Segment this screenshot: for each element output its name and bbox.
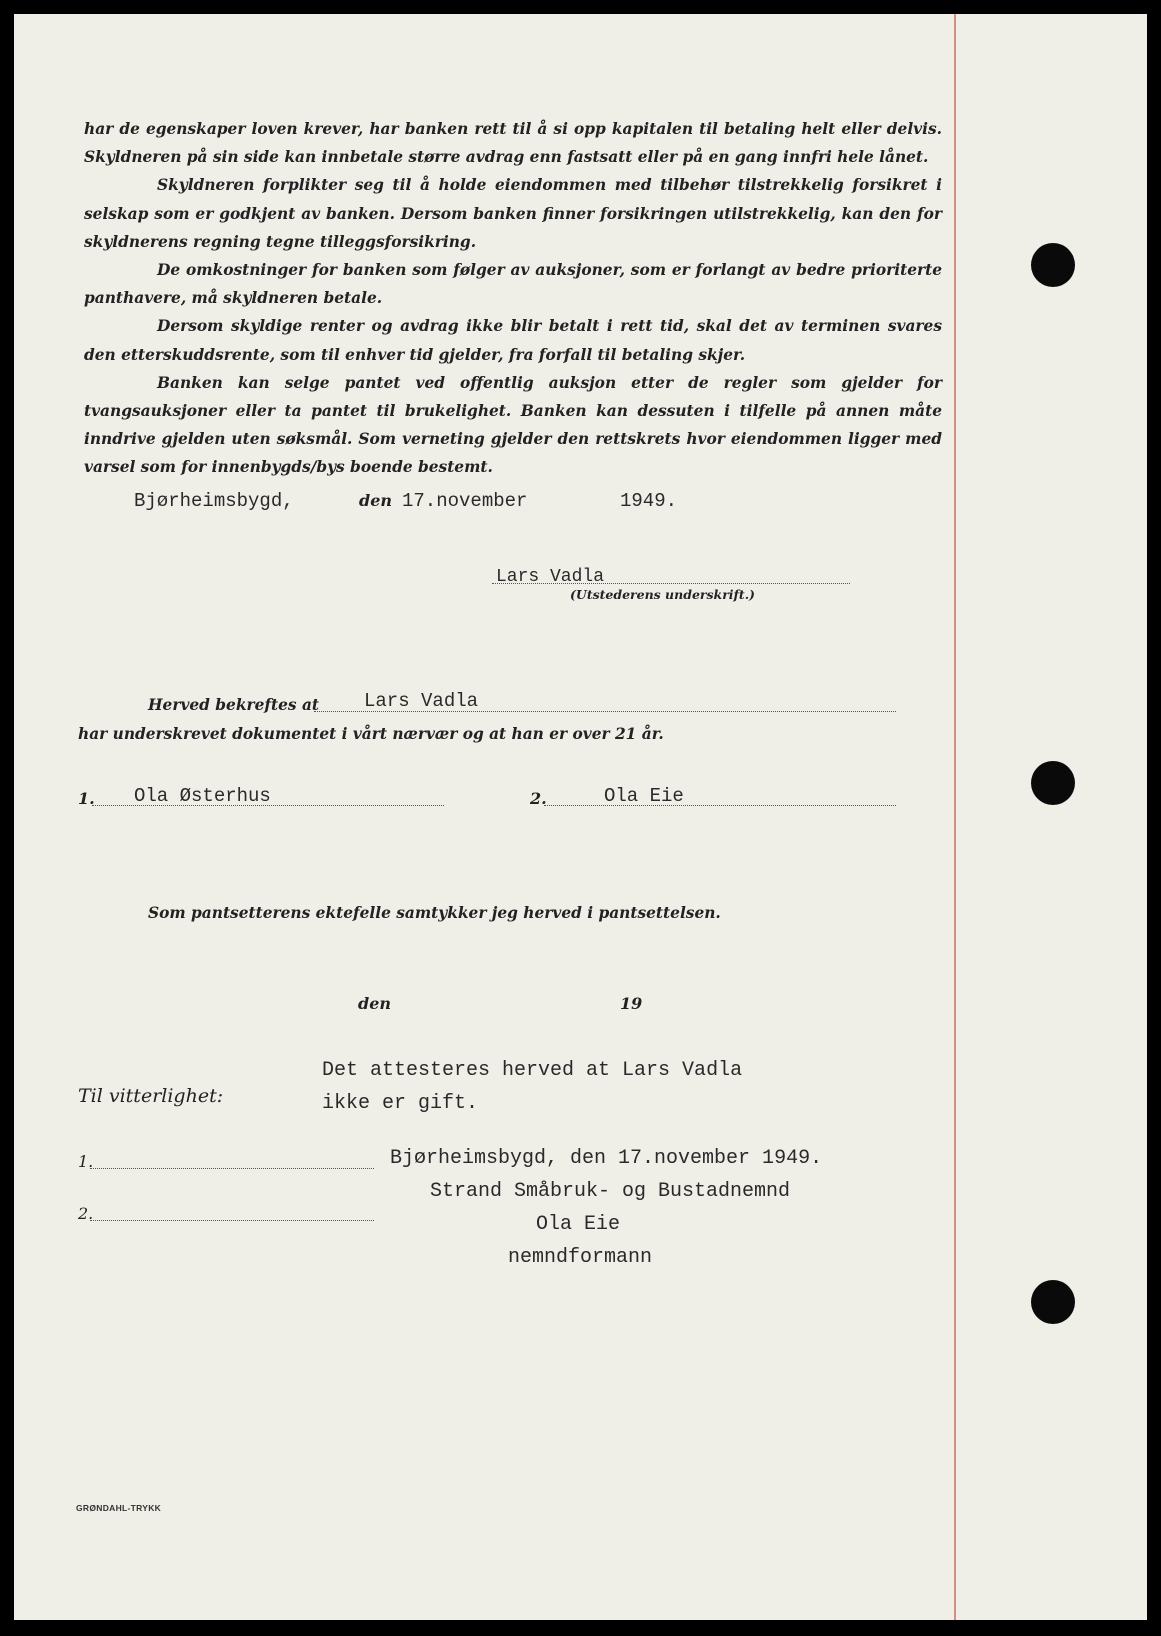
vitterlighet-label: Til vitterlighet:	[78, 1085, 224, 1107]
document-page	[14, 14, 1147, 1620]
blank-date-den: den	[358, 994, 391, 1013]
attestation-line: Strand Småbruk- og Bustadnemnd	[430, 1180, 791, 1203]
witness-2-name: Ola Eie	[604, 785, 684, 807]
confirmation-statement: har underskrevet dokumentet i vårt nærvær og at han er over 21 år.	[78, 725, 664, 743]
vitterlighet-line-1	[90, 1168, 374, 1169]
date-place: Bjørheimsbygd,	[134, 490, 294, 512]
confirmed-name: Lars Vadla	[364, 690, 479, 712]
date-value: 17.november	[402, 490, 528, 512]
confirmation-label: Herved bekreftes at	[148, 696, 320, 714]
vitterlighet-num-2: 2.	[78, 1204, 94, 1223]
vitterlighet-line-2	[90, 1220, 374, 1221]
attestation-line: Det attesteres herved at Lars Vadla	[322, 1059, 743, 1082]
vitterlighet-num-1: 1.	[78, 1152, 94, 1171]
date-den: den	[359, 491, 392, 510]
spouse-consent: Som pantsetterens ektefelle samtykker jeg herved i pantsettelsen.	[148, 904, 721, 922]
blank-date-year: 19	[620, 994, 643, 1013]
paragraph: Skyldneren forplikter seg til å holde eiendommen med tilbehør tilstrekkelig forsikret i selskap som er godkjent av banken. Dersom banken finner forsikringen utilstrekkelig, kan den for skyldnerens regning tegne tilleggsforsikring.	[84, 176, 942, 251]
date-year: 1949.	[620, 490, 678, 512]
paragraph: De omkostninger for banken som følger av auksjoner, som er forlangt av bedre prioriterte panthavere, må skyldneren betale.	[84, 261, 942, 308]
attestation-line: Ola Eie	[536, 1213, 621, 1236]
issuer-signature: Lars Vadla	[496, 567, 605, 587]
witness-1-num: 1.	[78, 789, 95, 808]
attestation-line: ikke er gift.	[322, 1092, 479, 1115]
paragraph: har de egenskaper loven krever, har banken rett til å si opp kapitalen til betaling helt eller delvis. Skyldneren på sin side kan innbetale større avdrag enn fastsatt eller på en gang innfri hele lånet.	[84, 120, 942, 167]
attestation-line: Bjørheimsbygd, den 17.november 1949.	[390, 1147, 823, 1170]
confirmation-line	[314, 711, 896, 712]
witness-2-num: 2.	[530, 789, 547, 808]
witness-1-name: Ola Østerhus	[134, 785, 271, 807]
punch-hole-icon	[1031, 761, 1075, 805]
witness-1-line	[92, 805, 444, 806]
signature-caption: (Utstederens underskrift.)	[570, 587, 755, 602]
red-margin-line	[954, 14, 956, 1620]
printer-mark: GRØNDAHL-TRYKK	[76, 1503, 162, 1513]
witness-2-line	[544, 805, 896, 806]
signature-line	[492, 583, 850, 584]
paragraph: Dersom skyldige renter og avdrag ikke blir betalt i rett tid, skal det av terminen svares den etterskuddsrente, som til enhver tid gjelder, fra forfall til betaling skjer.	[84, 317, 942, 364]
body-text	[84, 115, 942, 482]
attestation-line: nemndformann	[508, 1246, 653, 1269]
punch-hole-icon	[1031, 243, 1075, 287]
paragraph: Banken kan selge pantet ved offentlig auksjon etter de regler som gjelder for tvangsauksjoner eller ta pantet til brukelighet. Banken kan dessuten i tilfelle på annen måte inndrive gjelden uten søksmål. Som verneting gjelder den rettskrets hvor eiendommen ligger med varsel som for innenbygds/bys boende bestemt.	[84, 373, 942, 477]
punch-hole-icon	[1031, 1280, 1075, 1324]
